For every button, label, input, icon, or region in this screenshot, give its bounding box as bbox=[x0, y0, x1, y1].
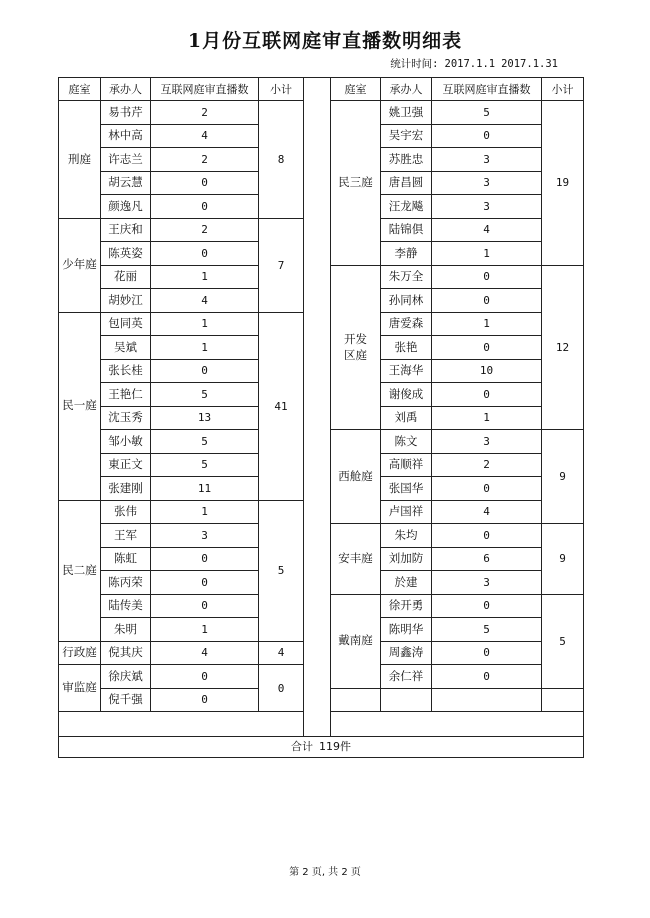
header-handler-left: 承办人 bbox=[100, 77, 151, 101]
broadcast-count: 0 bbox=[150, 194, 259, 219]
handler-name: 朱明 bbox=[100, 617, 151, 642]
broadcast-count: 5 bbox=[431, 100, 542, 125]
handler-name: 周鑫涛 bbox=[380, 641, 432, 666]
handler-name: 於建 bbox=[380, 570, 432, 595]
broadcast-count: 1 bbox=[431, 241, 542, 266]
broadcast-count: 0 bbox=[150, 359, 259, 384]
total-value: 119件 bbox=[319, 740, 351, 754]
broadcast-count: 0 bbox=[431, 664, 542, 689]
broadcast-count: 0 bbox=[431, 476, 542, 501]
broadcast-count: 4 bbox=[431, 500, 542, 525]
broadcast-count: 0 bbox=[431, 641, 542, 666]
broadcast-count: 1 bbox=[431, 312, 542, 337]
header-court-left: 庭室 bbox=[58, 77, 101, 101]
broadcast-count: 0 bbox=[150, 688, 259, 713]
handler-name: 张艳 bbox=[380, 335, 432, 360]
handler-name: 花丽 bbox=[100, 265, 151, 290]
page-footer: 第 2 页, 共 2 页 bbox=[289, 867, 361, 878]
broadcast-count: 1 bbox=[431, 406, 542, 431]
broadcast-count: 5 bbox=[150, 382, 259, 407]
broadcast-count: 6 bbox=[431, 547, 542, 572]
blank-row-left bbox=[58, 711, 304, 737]
handler-name: 徐庆斌 bbox=[100, 664, 151, 689]
broadcast-count: 4 bbox=[150, 641, 259, 666]
handler-name: 谢俊成 bbox=[380, 382, 432, 407]
broadcast-count: 0 bbox=[431, 523, 542, 548]
empty-cell bbox=[431, 688, 542, 713]
broadcast-count: 11 bbox=[150, 476, 259, 501]
subtotal-value: 19 bbox=[541, 100, 584, 266]
handler-name: 朱万全 bbox=[380, 265, 432, 290]
handler-name: 姚卫强 bbox=[380, 100, 432, 125]
broadcast-count: 3 bbox=[150, 523, 259, 548]
handler-name: 余仁祥 bbox=[380, 664, 432, 689]
broadcast-count: 3 bbox=[431, 147, 542, 172]
broadcast-count: 0 bbox=[431, 124, 542, 149]
subtotal-value: 8 bbox=[258, 100, 304, 219]
court-name: 刑庭 bbox=[58, 100, 101, 219]
handler-name: 陈明华 bbox=[380, 617, 432, 642]
handler-name: 汪龙飚 bbox=[380, 194, 432, 219]
court-name: 西舱庭 bbox=[330, 429, 381, 524]
broadcast-count: 13 bbox=[150, 406, 259, 431]
court-name: 民一庭 bbox=[58, 312, 101, 501]
handler-name: 张伟 bbox=[100, 500, 151, 525]
subtotal-value: 9 bbox=[541, 523, 584, 595]
handler-name: 倪其庆 bbox=[100, 641, 151, 666]
handler-name: 颜逸凡 bbox=[100, 194, 151, 219]
handler-name: 陈丙荣 bbox=[100, 570, 151, 595]
stat-end-date: 2017.1.31 bbox=[501, 58, 558, 70]
grand-total bbox=[58, 736, 584, 759]
handler-name: 易书芹 bbox=[100, 100, 151, 125]
broadcast-count: 0 bbox=[150, 594, 259, 619]
broadcast-count: 0 bbox=[150, 171, 259, 196]
stat-start-date: 2017.1.1 bbox=[444, 58, 496, 70]
broadcast-count: 1 bbox=[150, 312, 259, 337]
handler-name: 吴斌 bbox=[100, 335, 151, 360]
empty-cell bbox=[380, 688, 432, 713]
handler-name: 卢国祥 bbox=[380, 500, 432, 525]
court-name: 戴南庭 bbox=[330, 594, 381, 689]
handler-name: 朱均 bbox=[380, 523, 432, 548]
handler-name: 胡妙江 bbox=[100, 288, 151, 313]
broadcast-count: 2 bbox=[150, 218, 259, 243]
handler-name: 张国华 bbox=[380, 476, 432, 501]
subtotal-value: 5 bbox=[541, 594, 584, 689]
header-count-right: 互联网庭审直播数 bbox=[431, 77, 542, 101]
broadcast-count: 5 bbox=[150, 429, 259, 454]
handler-name: 王艳仁 bbox=[100, 382, 151, 407]
court-name: 安丰庭 bbox=[330, 523, 381, 595]
broadcast-count: 0 bbox=[431, 335, 542, 360]
broadcast-count: 1 bbox=[150, 335, 259, 360]
handler-name: 倪千强 bbox=[100, 688, 151, 713]
empty-cell bbox=[330, 688, 381, 713]
handler-name: 苏胜忠 bbox=[380, 147, 432, 172]
handler-name: 孙同林 bbox=[380, 288, 432, 313]
broadcast-count: 0 bbox=[150, 664, 259, 689]
broadcast-count: 4 bbox=[150, 124, 259, 149]
handler-name: 王海华 bbox=[380, 359, 432, 384]
handler-name: 王军 bbox=[100, 523, 151, 548]
subtotal-value: 0 bbox=[258, 664, 304, 712]
subtotal-value: 4 bbox=[258, 641, 304, 666]
handler-name: 唐爱森 bbox=[380, 312, 432, 337]
broadcast-count: 0 bbox=[431, 382, 542, 407]
broadcast-count: 0 bbox=[431, 265, 542, 290]
broadcast-count: 0 bbox=[150, 547, 259, 572]
handler-name: 许志兰 bbox=[100, 147, 151, 172]
broadcast-count: 4 bbox=[150, 288, 259, 313]
broadcast-count: 10 bbox=[431, 359, 542, 384]
handler-name: 陈英姿 bbox=[100, 241, 151, 266]
handler-name: 沈玉秀 bbox=[100, 406, 151, 431]
header-handler-right: 承办人 bbox=[380, 77, 432, 101]
handler-name: 陈文 bbox=[380, 429, 432, 454]
court-name: 审监庭 bbox=[58, 664, 101, 712]
court-name: 开发区庭 bbox=[330, 265, 381, 431]
handler-name: 林中高 bbox=[100, 124, 151, 149]
broadcast-count: 2 bbox=[431, 453, 542, 478]
handler-name: 刘加防 bbox=[380, 547, 432, 572]
subtotal-value: 9 bbox=[541, 429, 584, 524]
blank-row-right bbox=[330, 711, 584, 737]
stat-label: 统计时间: bbox=[390, 58, 439, 70]
header-subtotal-left: 小计 bbox=[258, 77, 304, 101]
broadcast-count: 3 bbox=[431, 429, 542, 454]
broadcast-count: 4 bbox=[431, 218, 542, 243]
court-name: 少年庭 bbox=[58, 218, 101, 313]
handler-name: 陆传美 bbox=[100, 594, 151, 619]
column-separator bbox=[303, 77, 331, 737]
subtotal-value: 7 bbox=[258, 218, 304, 313]
handler-name: 陆锦倶 bbox=[380, 218, 432, 243]
empty-cell bbox=[541, 688, 584, 713]
header-count-left: 互联网庭审直播数 bbox=[150, 77, 259, 101]
broadcast-count: 5 bbox=[150, 453, 259, 478]
handler-name: 陈虹 bbox=[100, 547, 151, 572]
handler-name: 张建刚 bbox=[100, 476, 151, 501]
subtotal-value: 41 bbox=[258, 312, 304, 501]
court-name: 民二庭 bbox=[58, 500, 101, 642]
page-title: 1月份互联网庭审直播数明细表 bbox=[187, 30, 463, 52]
court-name: 行政庭 bbox=[58, 641, 101, 666]
stat-period bbox=[390, 56, 558, 71]
total-label: 合计 bbox=[291, 740, 313, 754]
broadcast-count: 0 bbox=[431, 288, 542, 313]
broadcast-count: 0 bbox=[431, 594, 542, 619]
subtotal-value: 5 bbox=[258, 500, 304, 642]
handler-name: 東正文 bbox=[100, 453, 151, 478]
handler-name: 包同英 bbox=[100, 312, 151, 337]
subtotal-value: 12 bbox=[541, 265, 584, 431]
broadcast-count: 0 bbox=[150, 570, 259, 595]
broadcast-count: 1 bbox=[150, 500, 259, 525]
handler-name: 王庆和 bbox=[100, 218, 151, 243]
handler-name: 唐昌圆 bbox=[380, 171, 432, 196]
handler-name: 刘禹 bbox=[380, 406, 432, 431]
handler-name: 吴宇宏 bbox=[380, 124, 432, 149]
broadcast-count: 1 bbox=[150, 617, 259, 642]
handler-name: 邹小敏 bbox=[100, 429, 151, 454]
broadcast-count: 2 bbox=[150, 100, 259, 125]
handler-name: 高顺祥 bbox=[380, 453, 432, 478]
handler-name: 胡云慧 bbox=[100, 171, 151, 196]
broadcast-count: 3 bbox=[431, 570, 542, 595]
handler-name: 徐开勇 bbox=[380, 594, 432, 619]
handler-name: 李静 bbox=[380, 241, 432, 266]
broadcast-count: 1 bbox=[150, 265, 259, 290]
broadcast-count: 2 bbox=[150, 147, 259, 172]
handler-name: 张长桂 bbox=[100, 359, 151, 384]
broadcast-count: 3 bbox=[431, 171, 542, 196]
court-name: 民三庭 bbox=[330, 100, 381, 266]
header-court-right: 庭室 bbox=[330, 77, 381, 101]
broadcast-count: 5 bbox=[431, 617, 542, 642]
broadcast-count: 3 bbox=[431, 194, 542, 219]
detail-table bbox=[58, 77, 583, 758]
header-subtotal-right: 小计 bbox=[541, 77, 584, 101]
broadcast-count: 0 bbox=[150, 241, 259, 266]
